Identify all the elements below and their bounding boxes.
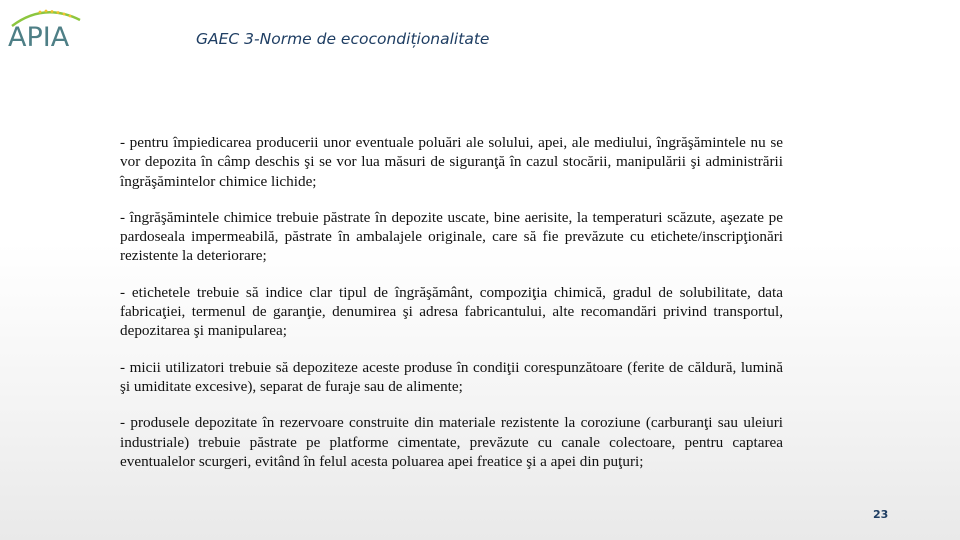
paragraph: - micii utilizatori trebuie să depoziteze aceste produse în condiţii corespunzătoare (ferite de căldură, lumină şi umiditate excesive), separat de furaje sau de alimente; (120, 358, 783, 395)
paragraph: - îngrăşămintele chimice trebuie păstrate în depozite uscate, bine aerisite, la temperaturi scăzute, aşezate pe pardoseala impermeabilă, păstrate în ambalajele originale, care să fie prevăzute cu etichete/inscripţionări rezistente la deteriorare; (120, 208, 783, 265)
paragraph: - pentru împiedicarea producerii unor eventuale poluări ale solului, apei, ale mediului, îngrăşămintele nu se vor depozita în câmp deschis şi se vor lua măsuri de siguranţă în cazul stocării, manipulării şi administrării îngrăşămintelor chimice lichide; (120, 134, 783, 190)
paragraph: - etichetele trebuie să indice clar tipul de îngrăşământ, compoziţia chimică, gradul de solubilitate, data fabricaţiei, termenul de garanţie, denumirea şi adresa fabricantului, alte recomandări privind transportul, depozitarea şi manipularea; (120, 283, 783, 340)
page-number: 23 (873, 508, 889, 521)
apia-logo (6, 6, 86, 58)
slide-content (120, 133, 783, 488)
paragraph: - produsele depozitate în rezervoare construite din materiale rezistente la coroziune (carburanţi sau uleiuri industriale) trebuie păstrate pe platforme cimentate, prevăzute cu canale colectoare, pentru captarea eventualelor scurgeri, evitând în felul acesta poluarea apei freatice şi a apei din puţuri; (120, 414, 783, 470)
slide-title: GAEC 3-Norme de ecocondiționalitate (196, 30, 490, 48)
logo-text: APIA (8, 22, 70, 53)
